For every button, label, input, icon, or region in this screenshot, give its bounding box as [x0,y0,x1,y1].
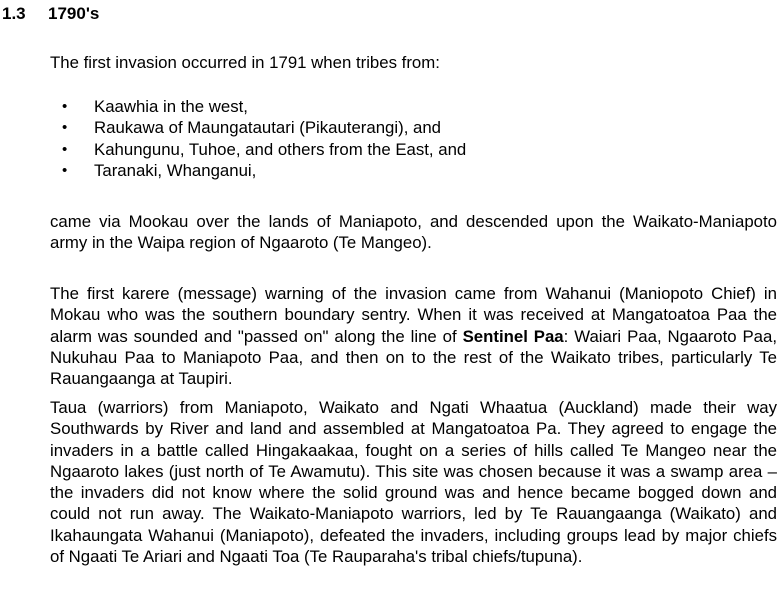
bullet-icon: • [62,140,68,158]
paragraph-warning [50,283,777,389]
list-item-text: Raukawa of Maungatautari (Pikauterangi), and [94,118,442,138]
paragraph-invasion-route: came via Mookau over the lands of Maniapoto, and descended upon the Waikato-Maniapoto army in the Waipa region of Ngaaroto (Te Mangeo). [50,212,777,253]
paragraph-warning-text-a: The first karere (message) warning of the invasion came from Wahanui (Maniopoto Chief) in Mokau who was the southern boundary sentry. When it was received at Mangatoatoa Paa the alarm was sounded and "passed on" along the line of [50,284,777,346]
intro-paragraph: The first invasion occurred in 1791 when tribes from: [50,53,440,72]
list-item [50,117,466,138]
tribe-list [50,96,466,181]
list-item-text: Kaawhia in the west, [94,97,248,116]
sentinel-paa-term: Sentinel Paa [462,326,564,346]
list-item-text: Kahungunu, Tuhoe, and others from the East, and [94,139,467,159]
list-item-text: Taranaki, Whanganui, [94,160,257,180]
section-heading [2,4,99,24]
bullet-icon: • [62,119,68,137]
paragraph-battle: Taua (warriors) from Maniapoto, Waikato and Ngati Whaatua (Auckland) made their way Southwards by River and land and assembled at Mangatoatoa Pa. They agreed to engage the invaders in a battle called Hingakaakaa, fought on a series of hills called Te Mangeo near the Ngaaroto lakes (just north of Te Awamutu). This site was chosen because it was a swamp area – the invaders did not know where the solid ground was and hence became bogged down and could not run away. The Waikato-Maniapoto warriors, led by Te Rauangaanga (Waikato) and Ikahaungata Wahanui (Maniapoto), defeated the invaders, including groups lead by major chiefs of Ngaati Te Ariari and Ngaati Toa (Te Rauparaha's tribal chiefs/tupuna). [50,398,777,567]
paragraph-warning-text-b: : Waiari Paa, Ngaaroto Paa, Nukuhau Paa to Maniapoto Paa, and then on to the rest of the Waikato tribes, particularly Te Rauangaanga at Taupiri. [50,326,778,389]
section-number: 1.3 [2,4,26,23]
list-item [50,160,466,181]
list-item [50,96,466,117]
section-title: 1790's [48,4,100,23]
list-item [50,139,466,160]
bullet-icon: • [62,98,68,115]
bullet-icon: • [62,161,68,179]
